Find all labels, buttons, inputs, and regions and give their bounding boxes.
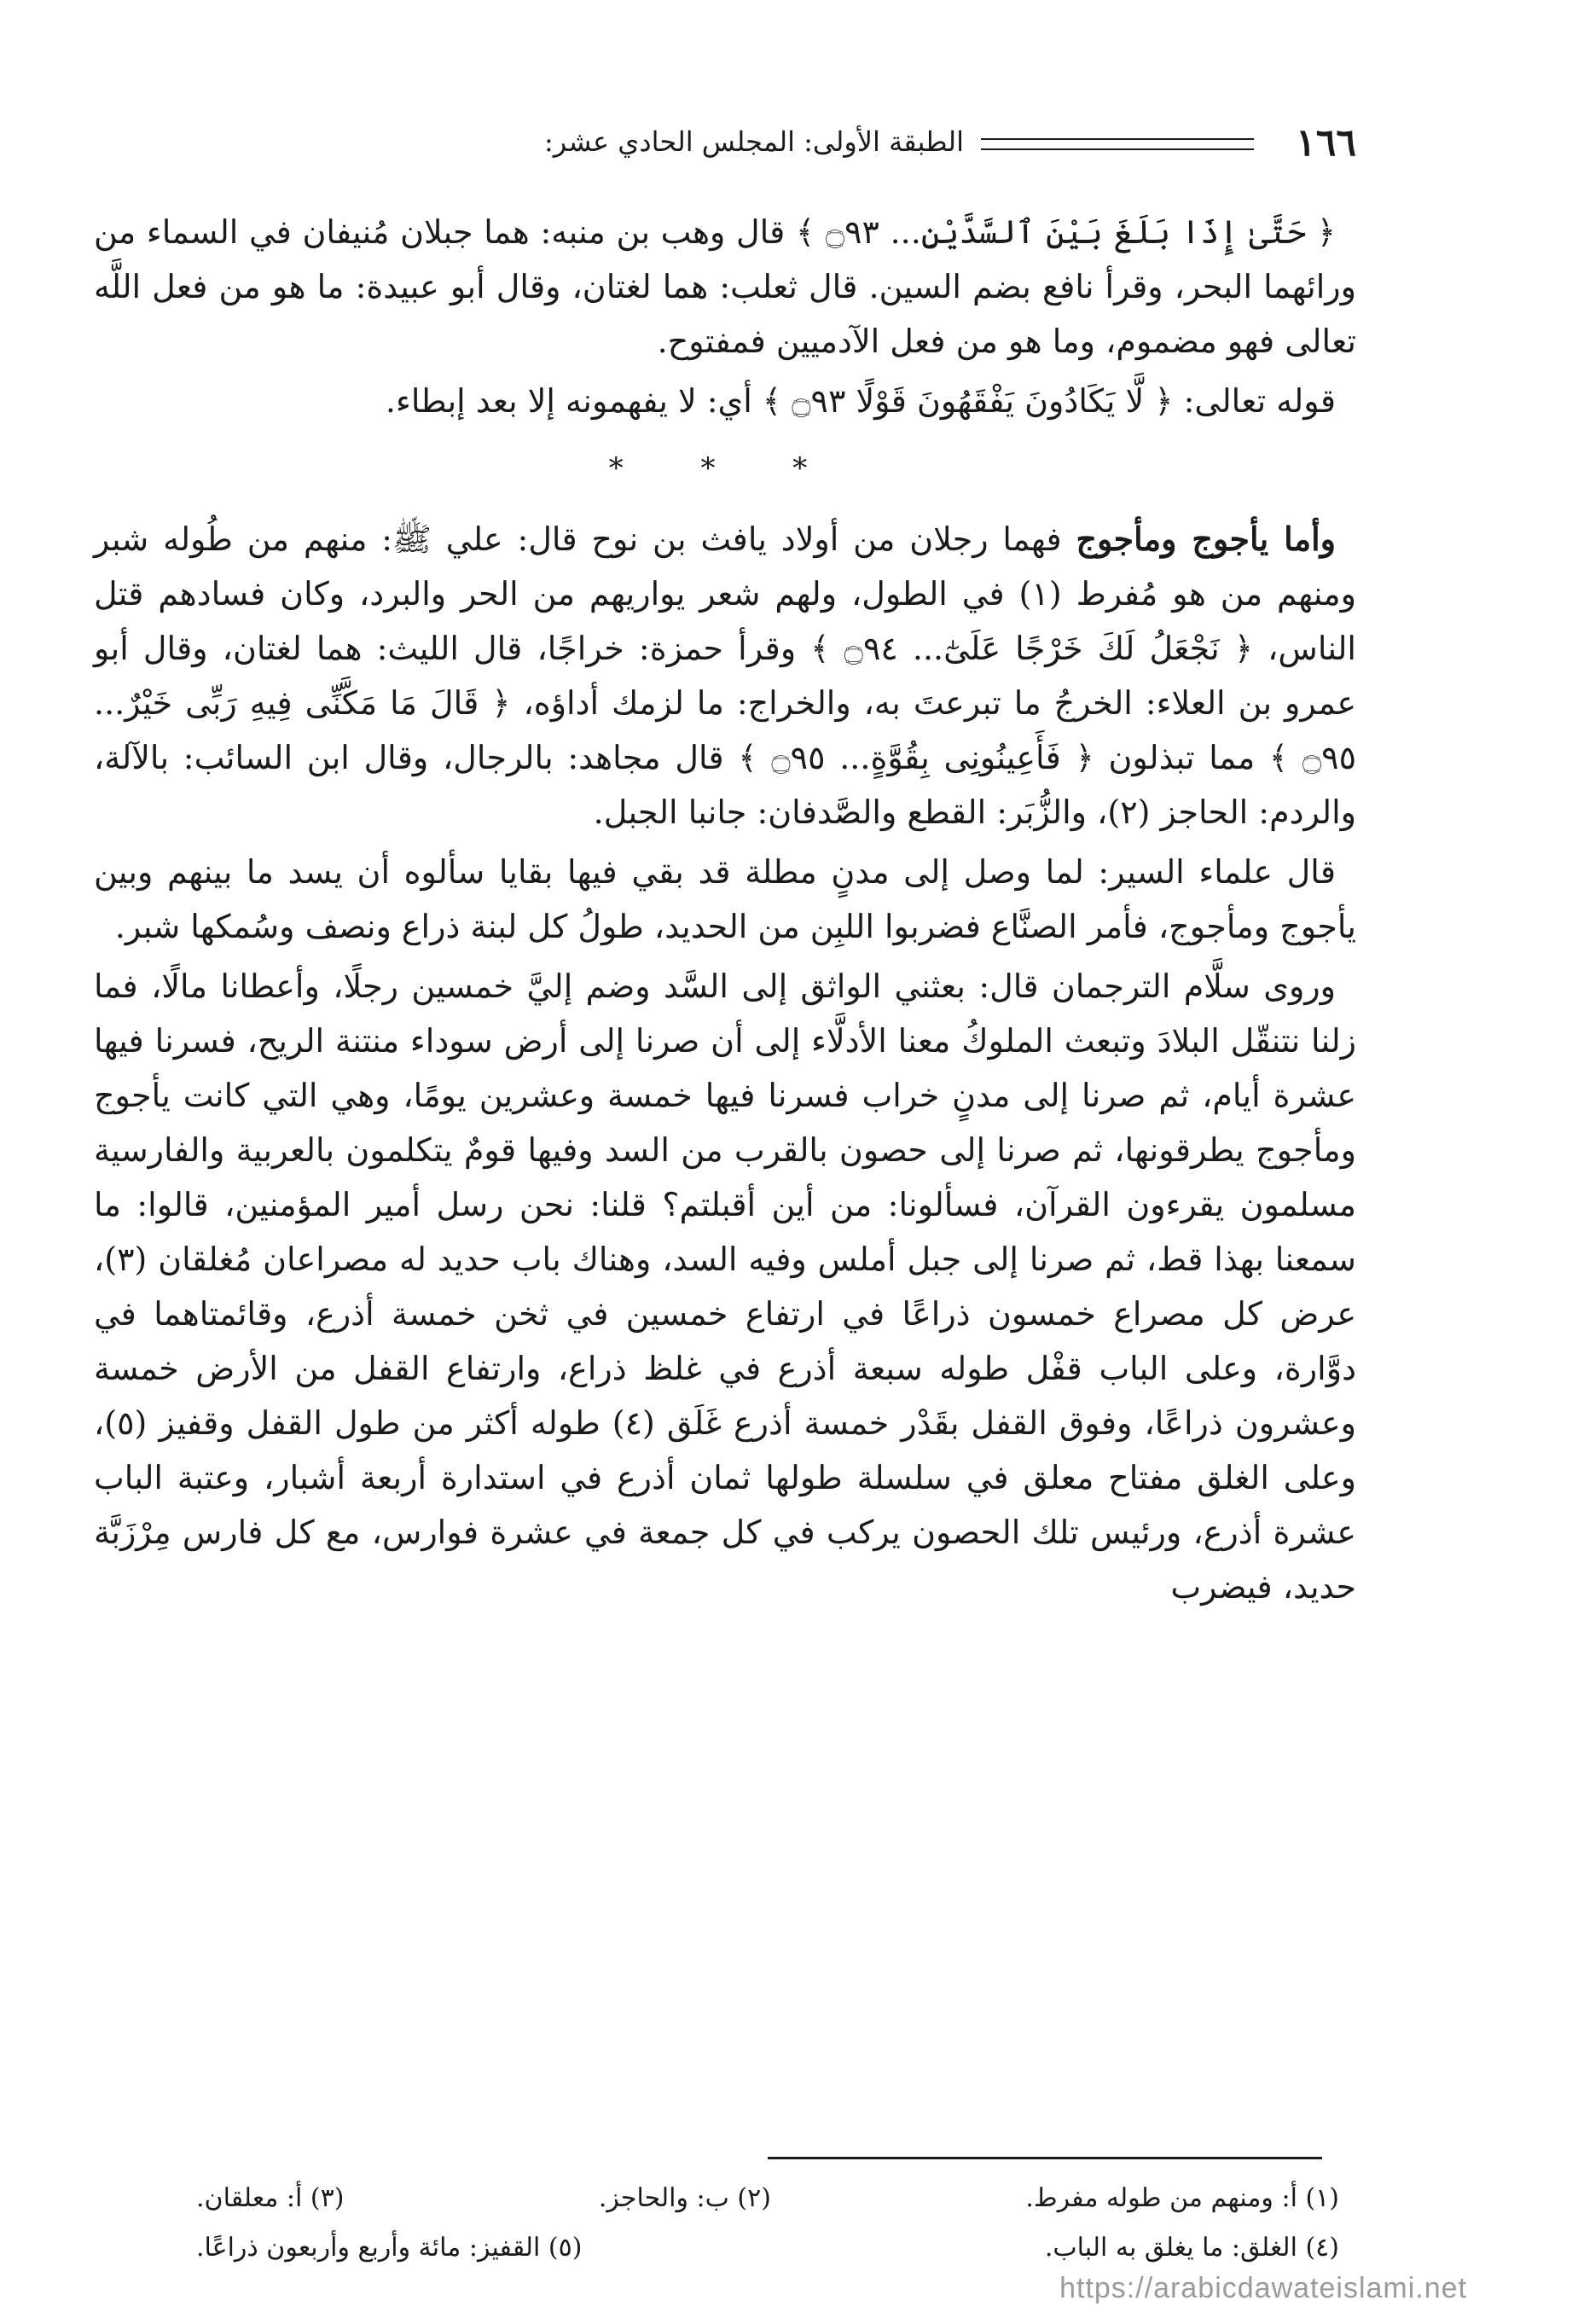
paragraph-3-lead: وأما يأجوج ومأجوج [1076,520,1336,558]
section-divider-stars: * * * [608,451,842,485]
footnote-2: (٢) ب: والحاجز. [598,2183,771,2213]
footnote-5: (٥) القفيز: مائة وأربع وأربعون ذراعًا. [196,2233,583,2263]
footnote-1: (١) أ: ومنهم من طوله مفرط. [1025,2183,1339,2213]
page-header [94,118,1356,177]
header-double-rule [981,138,1254,150]
footnote-row-2 [94,2223,1356,2273]
paragraph-1: ﴿ حَتَّىٰ إِذَا بَلَغَ بَيْنَ ٱلسَّدَّيْنِ... ۝٩٣ ﴾ قال وهب بن منبه: هما جبلان مُنيفان في السماء من ورائهما البحر، وقرأ نافع بضم السين. قال ثعلب: هما لغتان، وقال أبو عبيدة: ما هو من فعل اللَّه تعالى فهو مضموم، وما هو من فعل الآدميين فمفتوح. [94,213,1356,360]
page-number: ١٦٦ [1296,121,1356,165]
paragraph-3-text: فهما رجلان من أولاد يافث بن نوح قال: علي ﷺ: منهم من طُوله شبر ومنهم من هو مُفرط (١) في الطول، ولهم شعر يواريهم من الحر والبرد، وكان فسادهم قتل الناس، ﴿ نَجْعَلُ لَكَ خَرْجًا عَلَىٰٓ... ۝٩٤ ﴾ وقرأ حمزة: خراجًا، قال الليث: هما لغتان، وقال أبو عمرو بن العلاء: الخرجُ ما تبرعتَ به، والخراج: ما لزمك أداؤه، ﴿ قَالَ مَا مَكَّنِّى فِيهِ رَبِّى خَيْرٌ... ۝٩٥ ﴾ مما تبذلون ﴿ فَأَعِينُونِى بِقُوَّةٍ... ۝٩٥ ﴾ قال مجاهد: بالرجال، وقال ابن السائب: بالآلة، والردم: الحاجز (٢)، والزُّبَر: القطع والصَّدفان: جانبا الجبل. [94,520,1356,831]
footnotes [94,2174,1356,2273]
paragraph-2: قوله تعالى: ﴿ لَّا يَكَادُونَ يَفْقَهُونَ قَوْلًا ۝٩٣ ﴾ أي: لا يفهمونه إلا بعد إبطاء. [385,382,1336,420]
footnote-3: (٣) أ: معلقان. [196,2183,345,2213]
footnote-4: (٤) الغلق: ما يغلق به الباب. [1044,2233,1339,2263]
paragraph-5: وروى سلَّام الترجمان قال: بعثني الواثق إلى السَّد وضم إليَّ خمسين رجلًا، وأعطانا مالًا، فما زلنا نتنقّل البلادَ وتبعث الملوكُ معنا الأدلَّاء إلى أن صرنا إلى أرض سوداء منتنة الريح، فسرنا فيها عشرة أيام، ثم صرنا إلى مدنٍ خراب فسرنا فيها خمسة وعشرين يومًا، وهي التي كانت يأجوج ومأجوج يطرقونها، ثم صرنا إلى حصون بالقرب من السد وفيها قومٌ يتكلمون بالعربية والفارسية مسلمون يقرءون القرآن، فسألونا: من أين أقبلتم؟ قلنا: نحن رسل أمير المؤمنين، قالوا: ما سمعنا بهذا قط، ثم صرنا إلى جبل أملس وفيه السد، وهناك باب حديد له مصراعان مُغلقان (٣)، عرض كل مصراع خمسون ذراعًا في ارتفاع خمسين في ثخن خمسة أذرع، وقائمتاهما في دوَّارة، وعلى الباب قفْل طوله سبعة أذرع في غلظ ذراع، وارتفاع القفل من الأرض خمسة وعشرون ذراعًا، وفوق القفل بقَدْر خمسة أذرع غَلَق (٤) طوله أكثر من طول القفل وقفيز (٥)، وعلى الغلق مفتاح معلق في سلسلة طولها ثمان أذرع في استدارة أربعة أشبار، وعتبة الباب عشرة أذرع، ورئيس تلك الحصون يركب في كل جمعة في عشرة فوارس، مع كل فارس مِرْزَبَّة حديد، فيضرب [94,967,1357,1606]
paragraph-3 [94,512,1356,840]
watermark-url: https://arabicdawateislami.net [1059,2272,1467,2304]
footnote-separator [768,2157,1322,2159]
running-head: الطبقة الأولى: المجلس الحادي عشر: [544,125,964,158]
main-text [94,205,1356,1614]
paragraph-4: قال علماء السير: لما وصل إلى مدنٍ مطلة قد بقي فيها بقايا سألوه أن يسد ما بينهم وبين يأجوج ومأجوج، فأمر الصنَّاع فضربوا اللبِن من الحديد، طولُ كل لبنة ذراع ونصف وسُمكها شبر. [94,853,1356,945]
footnote-row-1 [94,2174,1356,2223]
